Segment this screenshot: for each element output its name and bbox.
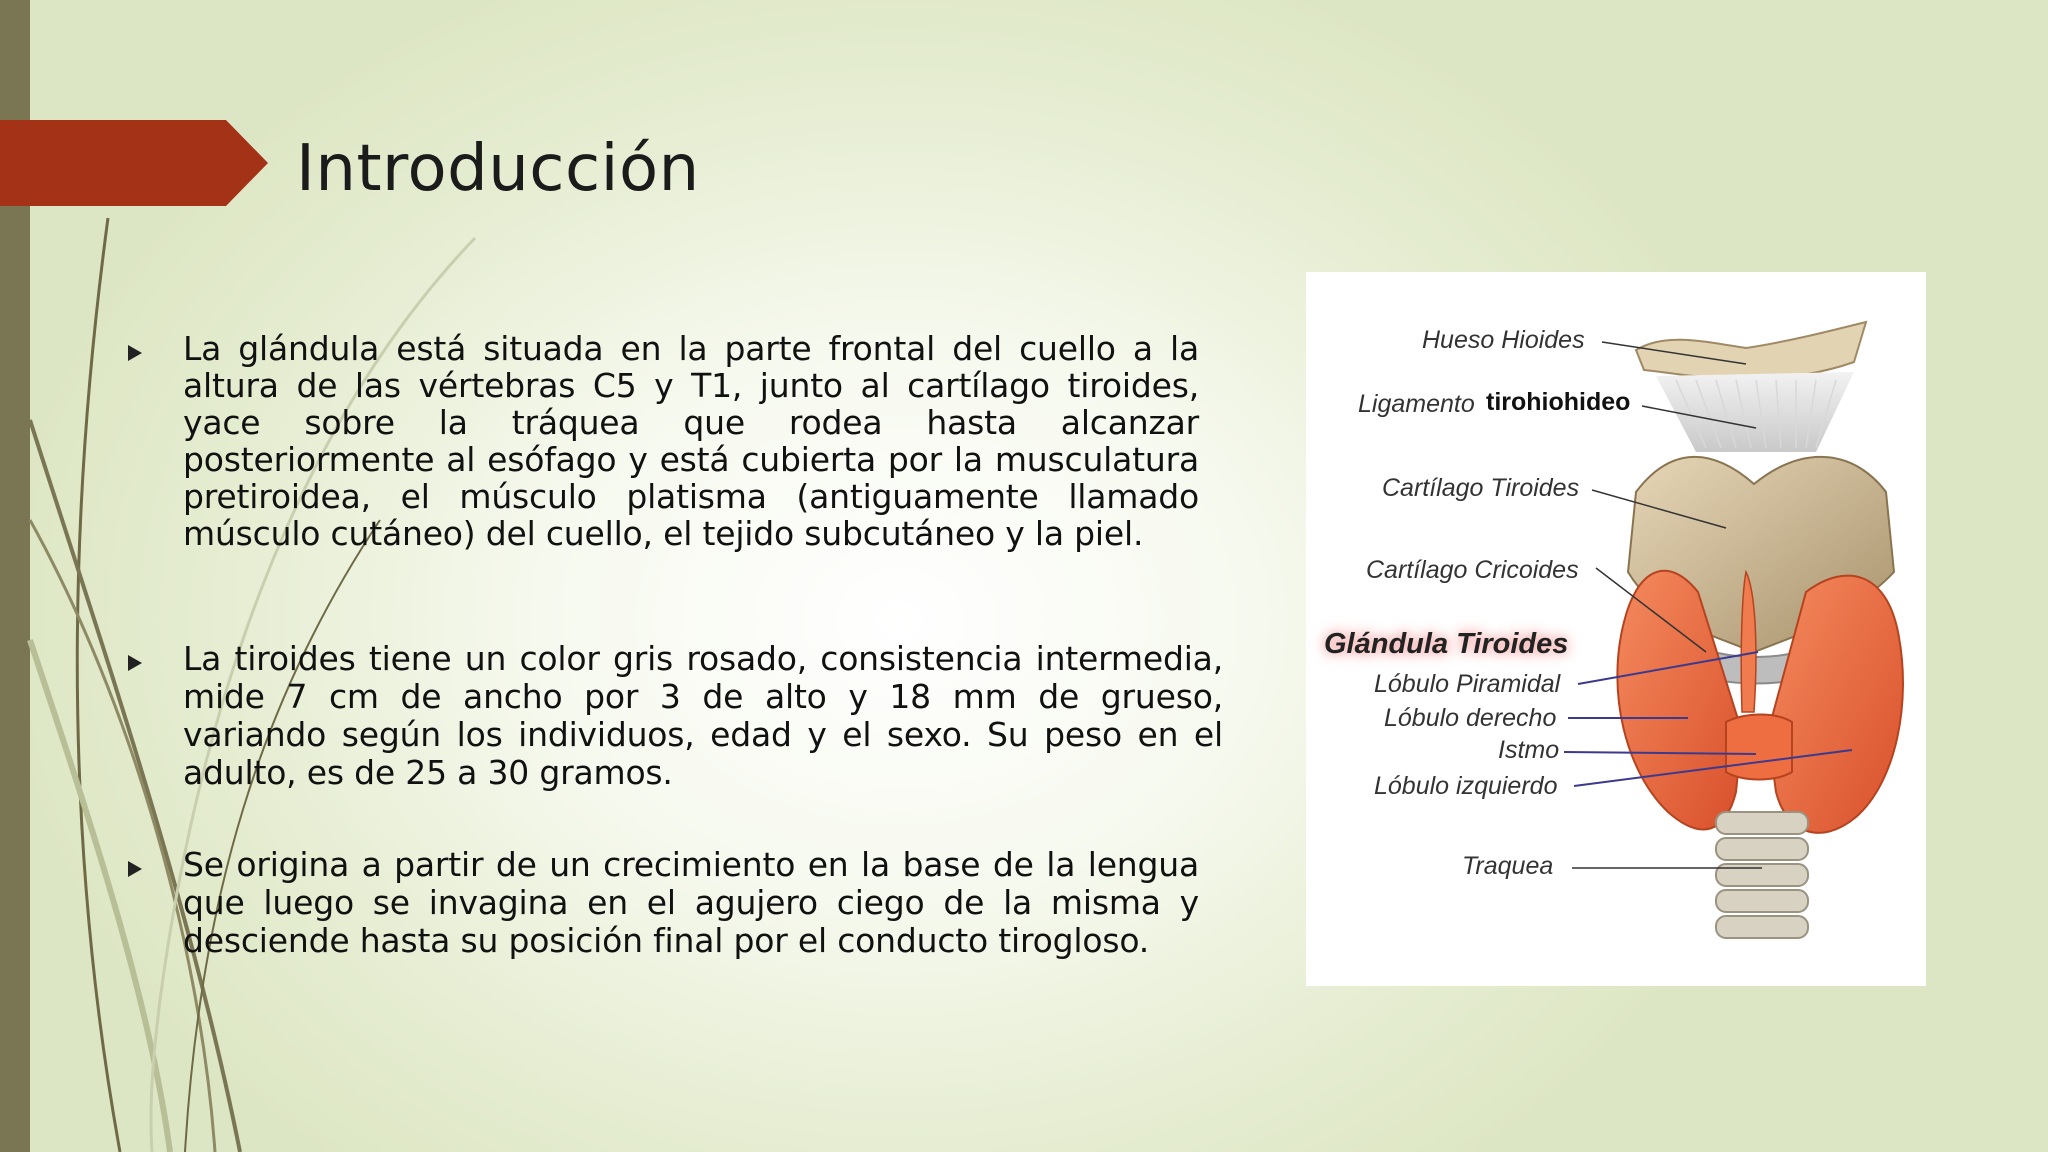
label-hueso-hioides: Hueso Hioides <box>1422 326 1585 354</box>
label-cartilago-tiroides: Cartílago Tiroides <box>1382 474 1580 502</box>
bullet-marker <box>128 345 142 361</box>
label-ligamento: Ligamento <box>1358 390 1475 418</box>
bullet-text-location: La glándula está situada en la parte frontal del cuello a la altura de las vértebras C5 y T1, junto al cartílago tiroides, yace sobre la tráquea que rodea hasta alcanzar posteriormente al esófago y está cubierta por la musculatura pretiroidea, el músculo platisma (antiguamente llamado músculo cutáneo) del cuello, el tejido subcutáneo y la piel. <box>183 329 1199 553</box>
label-cartilago-cricoides: Cartílago Cricoides <box>1366 556 1579 584</box>
label-traquea: Traquea <box>1462 852 1554 880</box>
label-lobulo-piramidal: Lóbulo Piramidal <box>1374 670 1561 698</box>
label-lobulo-derecho: Lóbulo derecho <box>1384 704 1557 732</box>
slide-title: Introducción <box>296 132 700 206</box>
title-arrow-banner <box>0 120 270 206</box>
bullet-text-origin: Se origina a partir de un crecimiento en la base de la lengua que luego se invagina en el agujero ciego de la misma y desciende hasta su posición final por el conducto tirogloso. <box>183 845 1199 960</box>
label-tirohiohideo: tirohiohideo <box>1486 388 1631 416</box>
label-glandula-tiroides: Glándula Tiroides <box>1324 628 1569 660</box>
bullet-text-description: La tiroides tiene un color gris rosado, consistencia intermedia, mide 7 cm de ancho por 3 de alto y 18 mm de grueso, variando según los individuos, edad y el sexo. Su peso en el adulto, es de 25 a 30 gramos. <box>183 639 1223 792</box>
bullet-marker <box>128 655 142 671</box>
bullet-marker <box>128 861 142 877</box>
thyroid-anatomy-figure <box>1306 272 1926 986</box>
label-lobulo-izquierdo: Lóbulo izquierdo <box>1374 772 1558 800</box>
label-istmo: Istmo <box>1498 736 1560 764</box>
